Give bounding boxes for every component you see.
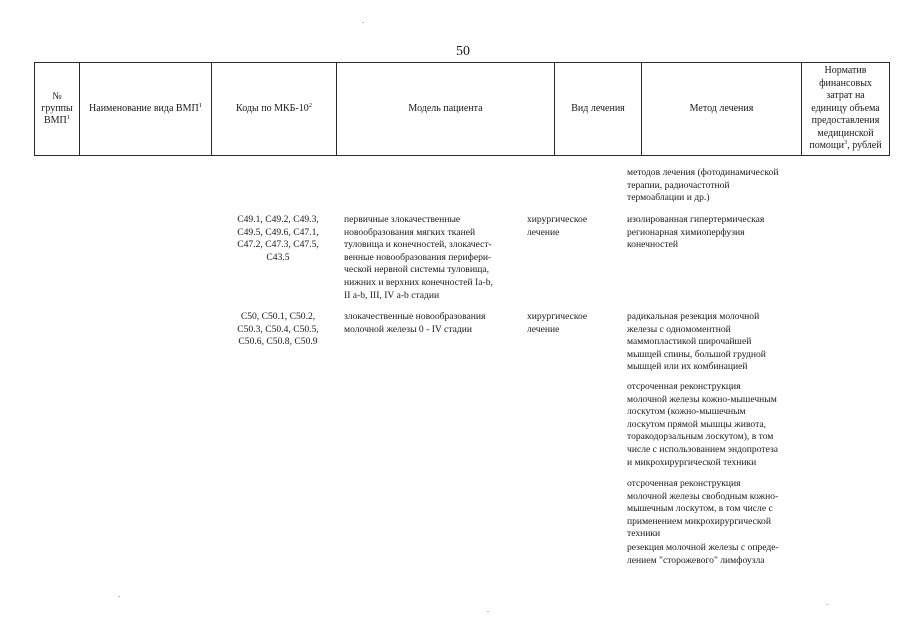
table-header — [34, 62, 890, 156]
header-treatment-method: Метод лечения — [642, 63, 802, 156]
header-treatment-type: Вид лечения — [555, 63, 642, 156]
scan-speck — [826, 604, 828, 605]
row2-method-1: радикальная резекция молочной железы с одномоментной маммопластикой широчайшей мышцей спины, большой грудной мышцей или их комбинацией — [627, 311, 766, 373]
row2-method-3: отсроченная реконструкция молочной железы свободным кожно- мышечным лоскутом, в том числе с применением микрохирургической техники — [627, 478, 779, 540]
row1-method-1: изолированная гипертермическая регионарная химиоперфузия конечностей — [627, 214, 765, 251]
header-financial-norm: Норматив финансовых затрат на единицу объема предоставления медицинской помощи$^3$, рублей — [802, 63, 890, 156]
row1-treatment-type: хирургическое лечение — [527, 214, 588, 238]
row1-patient-model: первичные злокачественные новообразования мягких тканей туловища и конечностей, злокачест- венные новообразования перифери- ческой нервной системы туловища, нижних и верхних конечностей Ia-b, II a-b, III, IV a-b стадии — [344, 214, 493, 301]
row1-icd-codes: C49.1, C49.2, C49.3, C49.5, C49.6, C47.1, C47.2, C47.3, C47.5, C43.5 — [237, 214, 319, 263]
scan-speck — [362, 22, 364, 23]
header-type-name: Наименование вида ВМП$^1$ — [80, 63, 212, 156]
header-patient-model: Модель пациента — [337, 63, 555, 156]
row2-method-4: резекция молочной железы с опреде- лением "сторожевого" лимфоузла — [627, 542, 779, 566]
scan-speck — [487, 611, 489, 612]
header-group-number: № группы ВМП$^1$ — [35, 63, 80, 156]
header-icd-codes: Коды по МКБ-$10^2$ — [212, 63, 337, 156]
row2-icd-codes: C50, C50.1, C50.2, C50.3, C50.4, C50.5, C50.6, C50.8, C50.9 — [237, 311, 319, 348]
row2-patient-model: злокачественные новообразования молочной железы 0 - IV стадии — [344, 311, 486, 335]
row2-treatment-type: хирургическое лечение — [527, 311, 588, 335]
scan-speck — [118, 596, 120, 597]
page-number: 50 — [456, 44, 470, 59]
carryover-method-text: методов лечения (фотодинамической терапии, радиочастотной термоаблации и др.) — [627, 167, 779, 204]
row2-method-2: отсроченная реконструкция молочной железы кожно-мышечным лоскутом (кожно-мышечным лоскутом прямой мышцы живота, торакодорзальным лоскутом), в том числе с использованием эндопротеза и микрохирургической техники — [627, 381, 779, 468]
